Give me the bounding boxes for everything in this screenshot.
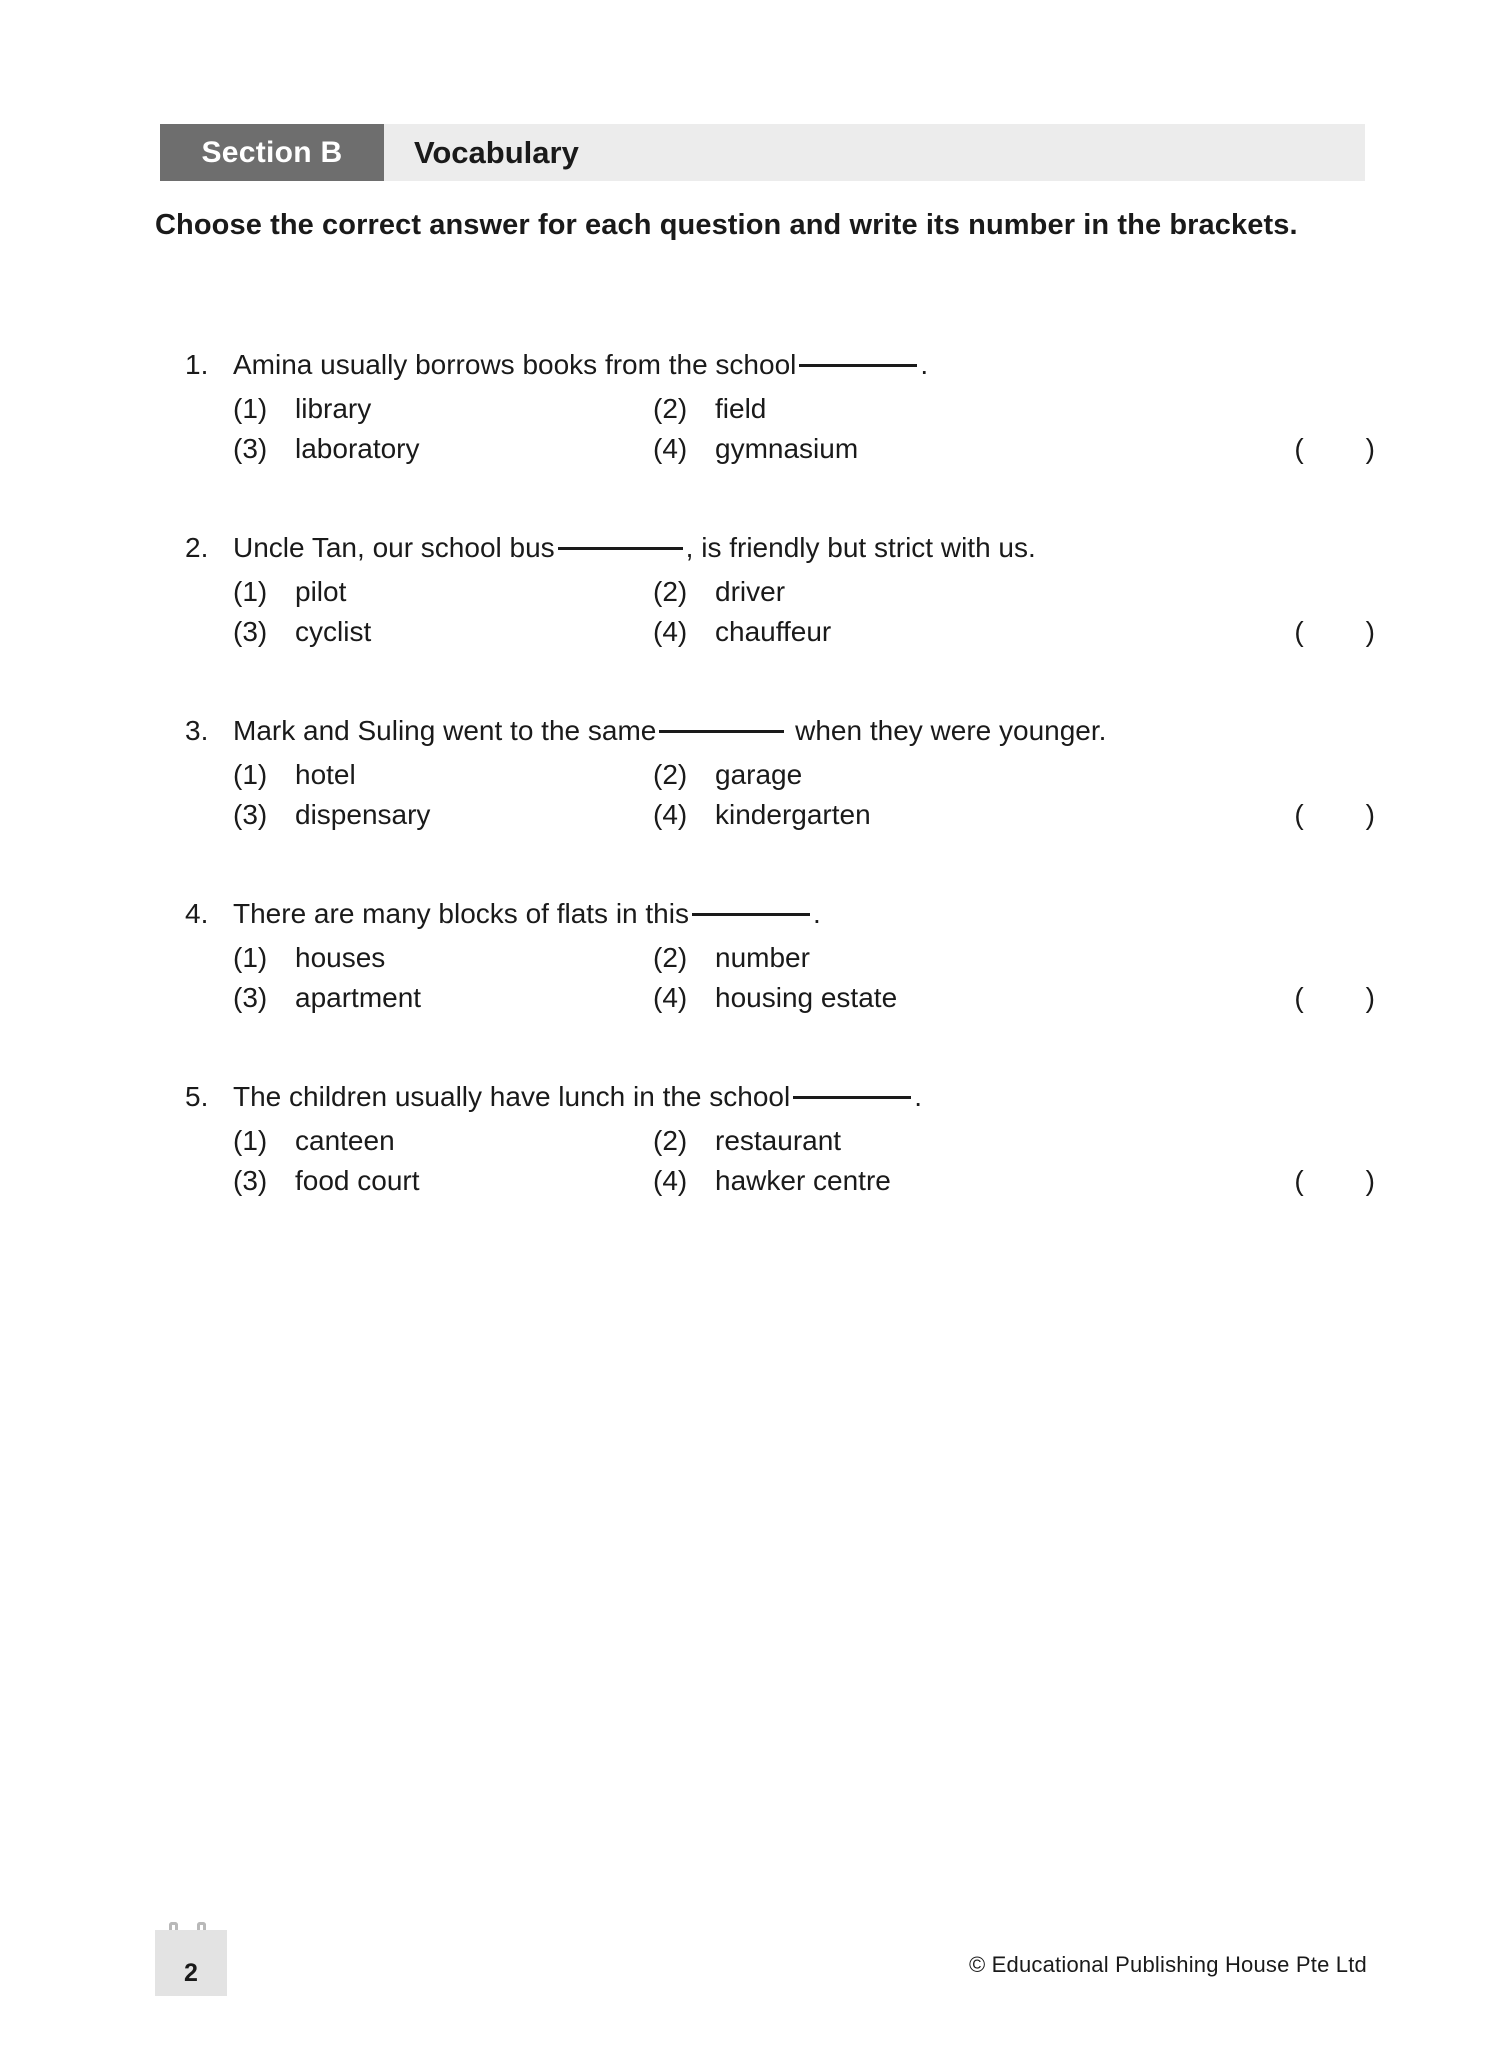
option-text: housing estate xyxy=(715,982,898,1014)
option-label: (2) xyxy=(653,941,688,973)
stem-before: The children usually have lunch in the school xyxy=(233,1080,791,1112)
stem-after: . xyxy=(914,1080,923,1112)
question-stem xyxy=(233,1077,1385,1117)
option-label: (3) xyxy=(233,1165,268,1197)
option-2[interactable] xyxy=(653,1121,1385,1162)
option-label: (4) xyxy=(653,616,688,648)
bracket-open: ( xyxy=(1294,433,1304,465)
answer-blank xyxy=(692,913,810,916)
option-grid xyxy=(155,572,1385,653)
option-label: (4) xyxy=(653,982,688,1014)
option-2[interactable] xyxy=(653,572,1385,613)
option-text: pilot xyxy=(295,575,347,607)
copyright-notice: © Educational Publishing House Pte Ltd xyxy=(968,1952,1367,1977)
option-text: number xyxy=(715,941,810,973)
stem-after: when they were younger. xyxy=(795,714,1107,746)
option-text: field xyxy=(715,392,767,424)
answer-bracket[interactable] xyxy=(1294,429,1375,470)
section-tag: Section B xyxy=(160,124,384,181)
option-label: (2) xyxy=(653,575,688,607)
instruction-text: Choose the correct answer for each question and write its number in the brackets. xyxy=(155,209,1298,241)
option-text: houses xyxy=(295,941,386,973)
option-1[interactable] xyxy=(233,1121,653,1162)
option-label: (1) xyxy=(233,1124,268,1156)
option-label: (3) xyxy=(233,433,268,465)
answer-blank xyxy=(799,364,917,367)
option-text: canteen xyxy=(295,1124,395,1156)
option-text: restaurant xyxy=(715,1124,842,1156)
option-label: (1) xyxy=(233,941,268,973)
option-row xyxy=(233,612,1385,653)
section-title: Vocabulary xyxy=(414,134,579,170)
section-header xyxy=(160,124,1365,181)
option-1[interactable] xyxy=(233,938,653,979)
stem-before: Amina usually borrows books from the school xyxy=(233,349,797,380)
option-text: hotel xyxy=(295,758,356,790)
option-text: driver xyxy=(715,575,786,607)
option-3[interactable] xyxy=(233,1161,653,1202)
option-row xyxy=(233,389,1385,430)
option-4[interactable] xyxy=(653,612,1385,653)
option-2[interactable] xyxy=(653,755,1385,796)
question-number: 5. xyxy=(185,1080,209,1112)
question-item xyxy=(155,894,1385,1019)
bracket-open: ( xyxy=(1294,1165,1304,1197)
option-grid xyxy=(155,755,1385,836)
question-stem xyxy=(233,894,1385,934)
option-label: (4) xyxy=(653,433,688,465)
answer-bracket[interactable] xyxy=(1294,612,1375,653)
option-label: (1) xyxy=(233,575,268,607)
option-row xyxy=(233,755,1385,796)
option-text: apartment xyxy=(295,982,422,1014)
option-row xyxy=(233,572,1385,613)
option-4[interactable] xyxy=(653,795,1385,836)
option-label: (1) xyxy=(233,758,268,790)
option-1[interactable] xyxy=(233,755,653,796)
stem-before: There are many blocks of flats in this xyxy=(233,897,689,929)
option-label: (4) xyxy=(653,1165,688,1197)
answer-blank xyxy=(659,730,784,733)
option-1[interactable] xyxy=(233,572,653,613)
stem-after: , is friendly but strict with us. xyxy=(685,531,1036,563)
page-number-badge xyxy=(155,1930,227,1996)
option-text: chauffeur xyxy=(715,616,832,648)
stem-after: . xyxy=(920,349,929,380)
bracket-close: ) xyxy=(1365,982,1375,1014)
option-text: hawker centre xyxy=(715,1165,891,1197)
option-row xyxy=(233,429,1385,470)
option-2[interactable] xyxy=(653,938,1385,979)
option-3[interactable] xyxy=(233,612,653,653)
option-1[interactable] xyxy=(233,389,653,430)
option-text: garage xyxy=(715,758,803,790)
page-number: 2 xyxy=(184,1959,198,1987)
question-stem xyxy=(233,711,1385,751)
option-text: kindergarten xyxy=(715,799,871,831)
option-3[interactable] xyxy=(233,795,653,836)
option-row xyxy=(233,978,1385,1019)
question-number: 1. xyxy=(185,349,209,380)
answer-bracket[interactable] xyxy=(1294,978,1375,1019)
bracket-open: ( xyxy=(1294,616,1304,648)
stem-before: Uncle Tan, our school bus xyxy=(233,531,555,563)
bracket-close: ) xyxy=(1365,1165,1375,1197)
question-item xyxy=(155,1077,1385,1202)
question-item xyxy=(155,711,1385,836)
option-3[interactable] xyxy=(233,429,653,470)
option-3[interactable] xyxy=(233,978,653,1019)
question-item xyxy=(155,528,1385,653)
option-text: cyclist xyxy=(295,616,372,648)
option-label: (3) xyxy=(233,799,268,831)
question-stem xyxy=(233,345,1385,385)
option-row xyxy=(233,1121,1385,1162)
option-grid xyxy=(155,389,1385,470)
question-number: 3. xyxy=(185,714,209,746)
stem-after: . xyxy=(812,897,821,929)
option-2[interactable] xyxy=(653,389,1385,430)
answer-blank xyxy=(558,547,683,550)
option-4[interactable] xyxy=(653,978,1385,1019)
option-row xyxy=(233,795,1385,836)
question-number: 4. xyxy=(185,897,209,929)
question-stem xyxy=(233,528,1385,568)
option-row xyxy=(233,938,1385,979)
stem-before: Mark and Suling went to the same xyxy=(233,714,657,746)
option-4[interactable] xyxy=(653,429,1385,470)
option-text: dispensary xyxy=(295,799,431,831)
option-label: (2) xyxy=(653,392,688,424)
question-number: 2. xyxy=(185,531,209,563)
option-4[interactable] xyxy=(653,1161,1385,1202)
option-text: food court xyxy=(295,1165,420,1197)
option-text: laboratory xyxy=(295,433,420,465)
option-row xyxy=(233,1161,1385,1202)
option-label: (1) xyxy=(233,392,268,424)
answer-blank xyxy=(793,1096,911,1099)
option-label: (2) xyxy=(653,1124,688,1156)
option-text: gymnasium xyxy=(715,433,859,465)
bracket-close: ) xyxy=(1365,616,1375,648)
answer-bracket[interactable] xyxy=(1294,795,1375,836)
bracket-close: ) xyxy=(1365,433,1375,465)
option-label: (3) xyxy=(233,616,268,648)
option-grid xyxy=(155,938,1385,1019)
answer-bracket[interactable] xyxy=(1294,1161,1375,1202)
question-item xyxy=(155,345,1385,470)
option-label: (2) xyxy=(653,758,688,790)
option-label: (4) xyxy=(653,799,688,831)
option-text: library xyxy=(295,392,372,424)
bracket-open: ( xyxy=(1294,799,1304,831)
bracket-close: ) xyxy=(1365,799,1375,831)
bracket-open: ( xyxy=(1294,982,1304,1014)
option-grid xyxy=(155,1121,1385,1202)
question-list xyxy=(155,345,1385,1260)
option-label: (3) xyxy=(233,982,268,1014)
